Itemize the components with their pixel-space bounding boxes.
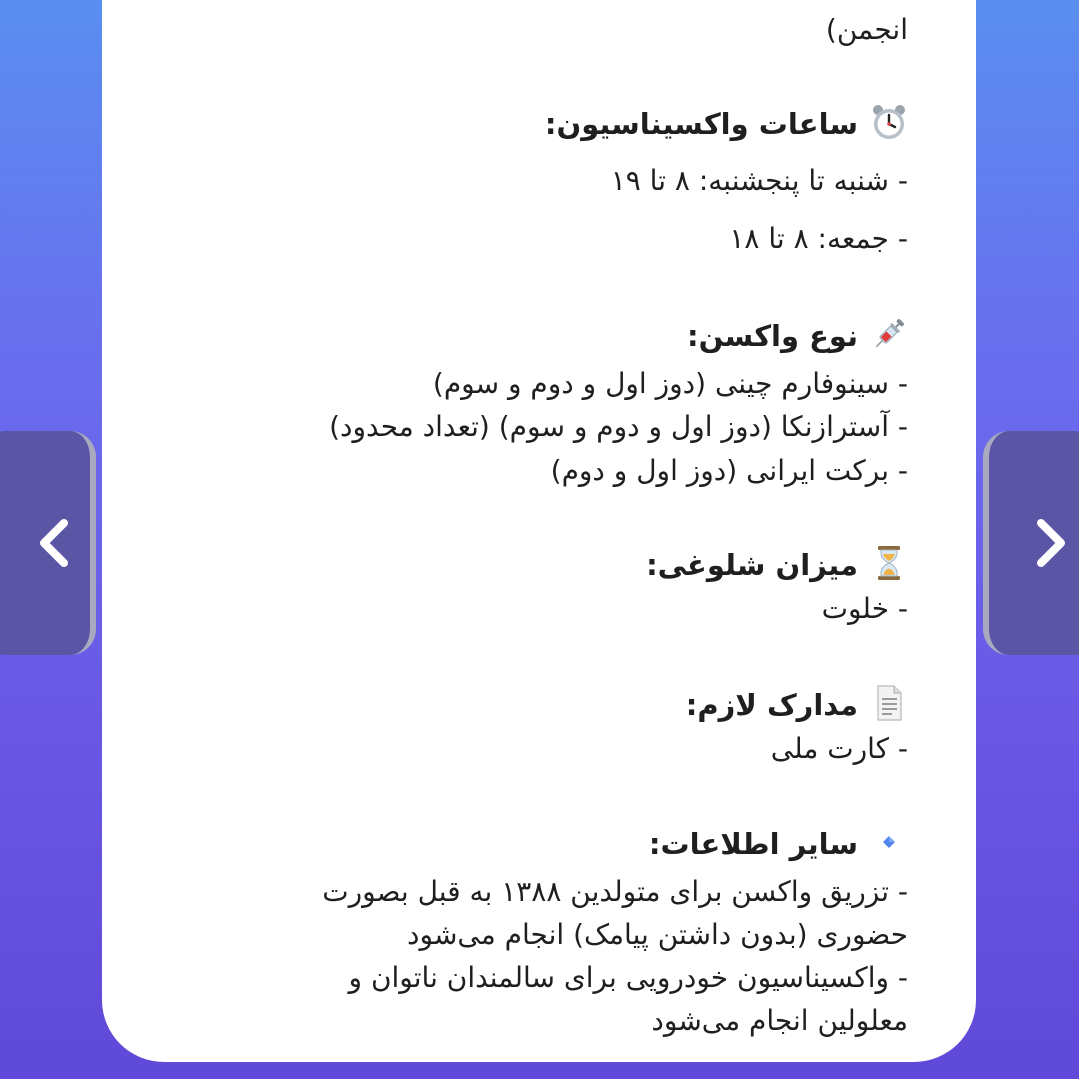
hours-item-2: - جمعه: ۸ تا ۱۸: [729, 222, 908, 255]
other-line-3: - واکسیناسیون خودرویی برای سالمندان ناتوان و: [348, 961, 908, 994]
hours-title: ساعات واکسیناسیون:: [544, 107, 858, 141]
documents-item-1: - کارت ملی: [770, 732, 908, 765]
vaccine-title: نوع واکسن:: [686, 319, 858, 353]
documents-heading: [686, 684, 908, 725]
vaccine-item-3: - برکت ایرانی (دوز اول و دوم): [550, 454, 908, 487]
post-card: [102, 0, 976, 1062]
vaccine-item-2: - آسترازنکا (دوز اول و دوم و سوم) (تعداد محدود): [329, 410, 908, 443]
hourglass-icon: [870, 544, 908, 582]
blue-diamond-icon: [870, 823, 908, 861]
crowd-heading: [646, 544, 908, 585]
previous-slide-button[interactable]: [0, 431, 96, 655]
other-line-1: - تزریق واکسن برای متولدین ۱۳۸۸ به قبل بصورت: [322, 875, 908, 908]
chevron-left-icon: [28, 515, 84, 571]
alarm-clock-icon: [870, 103, 908, 141]
document-icon: [870, 684, 908, 722]
crowd-item-1: - خلوت: [821, 592, 908, 625]
other-heading: [649, 823, 908, 864]
documents-title: مدارک لازم:: [685, 688, 858, 722]
vaccine-heading: [687, 315, 908, 356]
other-title: سایر اطلاعات:: [648, 827, 858, 861]
intro-line-tail: انجمن): [825, 13, 908, 46]
other-line-2: حضوری (بدون داشتن پیامک) انجام می‌شود: [407, 918, 908, 951]
hours-item-1: - شنبه تا پنجشنبه: ۸ تا ۱۹: [610, 164, 908, 197]
syringe-icon: [870, 315, 908, 353]
chevron-right-icon: [1021, 515, 1077, 571]
other-line-4: معلولین انجام می‌شود: [651, 1004, 908, 1037]
hours-heading: [545, 103, 908, 144]
vaccine-item-1: - سینوفارم چینی (دوز اول و دوم و سوم): [432, 367, 908, 400]
next-slide-button[interactable]: [983, 431, 1079, 655]
crowd-title: میزان شلوغی:: [646, 548, 858, 582]
